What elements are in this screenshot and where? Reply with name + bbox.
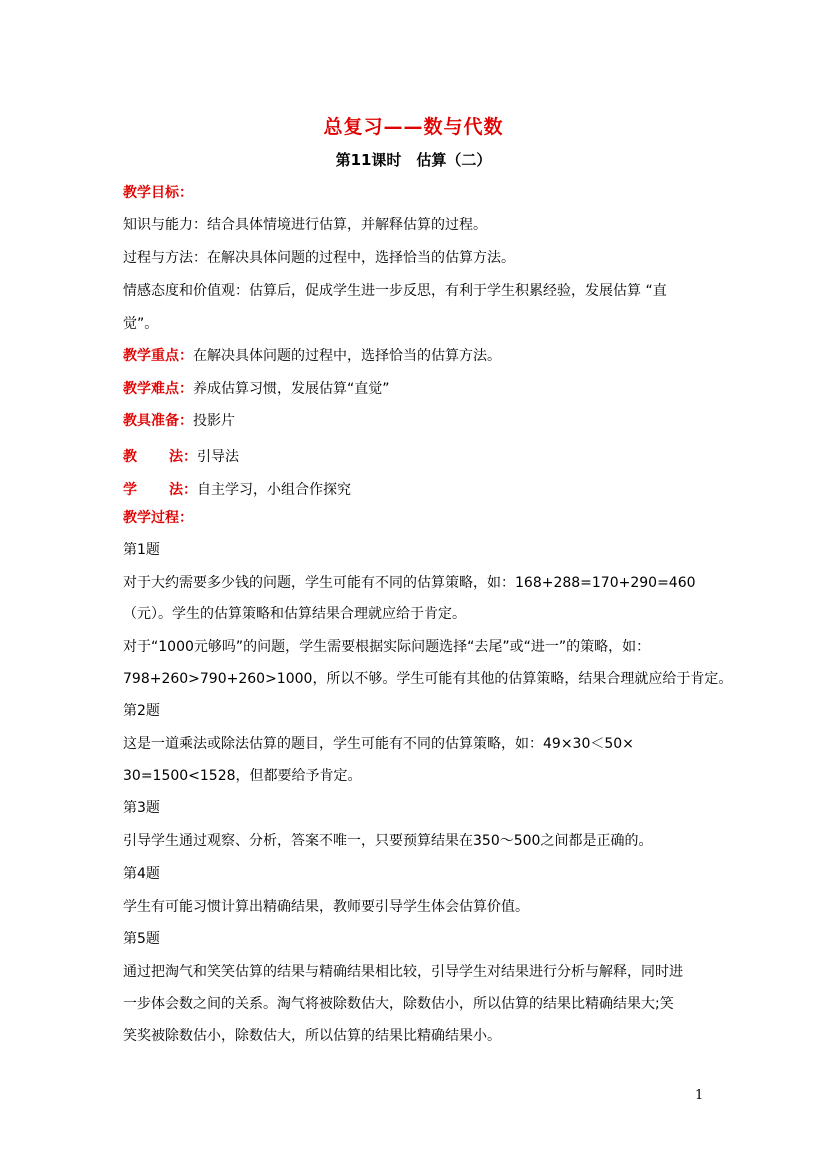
teaching-tools-text: 投影片 [193,413,235,429]
teaching-tools-label: 教具准备： [123,413,193,429]
key-point-label: 教学重点： [123,348,193,364]
question-5-line2: 一步体会数之间的关系。淘气将被除数估大，除数估小，所以估算的结果比精确结果大;笑 [123,996,674,1012]
question-1-line1: 对于大约需要多少钱的问题，学生可能有不同的估算策略，如：168+288=170+290=460 [123,575,696,591]
learning-method-label-b: 法： [169,482,197,498]
learning-method-text: 自主学习，小组合作探究 [197,482,351,498]
teaching-method [123,447,239,467]
difficult-point [123,379,390,399]
difficult-point-text: 养成估算习惯，发展估算“直觉” [193,381,390,397]
learning-method [123,480,351,500]
question-5-title: 第5题 [123,931,160,947]
lesson-subtitle: 第11课时 估算（二） [335,151,492,169]
objectives-heading: 教学目标： [123,185,193,201]
learning-method-label-a: 学 [123,482,137,498]
key-point [123,346,501,366]
question-2-line1: 这是一道乘法或除法估算的题目，学生可能有不同的估算策略，如：49×30＜50× [123,736,634,752]
document-title: 总复习——数与代数 [323,116,504,138]
question-3-line1: 引导学生通过观察、分析，答案不唯一，只要预算结果在350～500之间都是正确的。 [123,833,653,849]
teaching-method-label-b: 法： [169,449,197,465]
objective-attitude-line1: 情感态度和价值观：估算后，促成学生进一步反思，有利于学生积累经验，发展估算 “直 [123,283,667,299]
question-2-title: 第2题 [123,703,160,719]
question-5-line3: 笑奖被除数估小，除数估大，所以估算的结果比精确结果小。 [123,1028,501,1044]
question-1-line3: 对于“1000元够吗”的问题，学生需要根据实际问题选择“去尾”或“进一”的策略，如： [123,639,651,655]
question-1-line4: 798+260>790+260>1000，所以不够。学生可能有其他的估算策略，结果合理就应给于肯定。 [123,671,733,687]
question-2-line2: 30=1500<1528，但都要给予肯定。 [123,768,362,784]
objective-process: 过程与方法：在解决具体问题的过程中，选择恰当的估算方法。 [123,250,515,266]
question-4-line1: 学生有可能习惯计算出精确结果，教师要引导学生体会估算价值。 [123,899,529,915]
question-1-line2: （元）。学生的估算策略和估算结果合理就应给于肯定。 [123,606,466,622]
key-point-text: 在解决具体问题的过程中，选择恰当的估算方法。 [193,348,501,364]
teaching-method-label-a: 教 [123,449,137,465]
page-number: 1 [695,1088,704,1103]
question-1-title: 第1题 [123,542,160,558]
teaching-tools [123,411,235,431]
question-3-title: 第3题 [123,800,160,816]
question-5-line1: 通过把淘气和笑笑估算的结果与精确结果相比较，引导学生对结果进行分析与解释，同时进 [123,964,683,980]
difficult-point-label: 教学难点： [123,381,193,397]
question-4-title: 第4题 [123,866,160,882]
objective-knowledge: 知识与能力：结合具体情境进行估算，并解释估算的过程。 [123,217,487,233]
objective-attitude-line2: 觉”。 [123,316,159,332]
teaching-method-text: 引导法 [197,449,239,465]
process-heading: 教学过程： [123,510,193,526]
